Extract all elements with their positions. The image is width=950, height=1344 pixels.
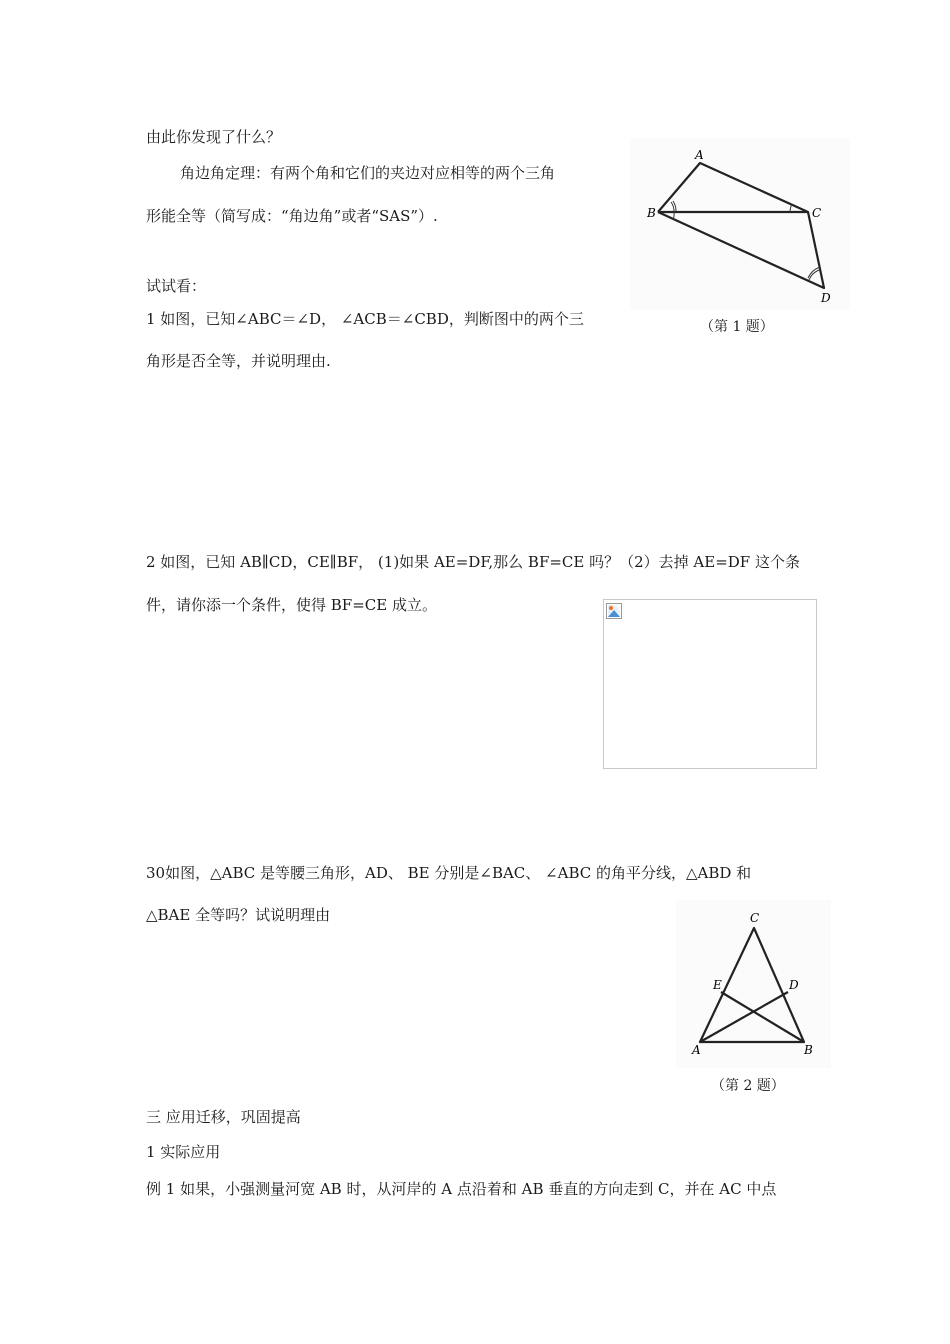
line-6: 角形是否全等，并说明理由. xyxy=(146,352,331,370)
broken-image-icon xyxy=(606,603,622,619)
figure-2-label-e: E xyxy=(713,978,722,992)
figure-1-caption: （第 1 题） xyxy=(700,319,774,335)
line-9: 30如图，△ABC 是等腰三角形，AD、 BE 分别是∠BAC、 ∠ABC 的角平分线，△ABD 和 xyxy=(146,864,752,882)
line-2: 角边角定理：有两个角和它们的夹边对应相等的两个三角 xyxy=(180,164,556,182)
figure-2-label-c: C xyxy=(750,911,760,925)
figure-2-label-d: D xyxy=(789,978,799,992)
figure-1-label-a: A xyxy=(695,148,704,162)
line-4: 试试看： xyxy=(146,277,207,295)
line-8: 件，请你添一个条件，使得 BF=CE 成立。 xyxy=(146,596,437,614)
figure-2-diagram xyxy=(676,900,831,1068)
broken-image-placeholder xyxy=(603,599,817,769)
line-1: 由此你发现了什么？ xyxy=(146,128,282,146)
figure-1-label-d: D xyxy=(821,291,831,305)
figure-2-caption: （第 2 题） xyxy=(711,1078,785,1094)
figure-1-diagram xyxy=(630,138,850,310)
line-3: 形能全等（简写成：“角边角”或者“SAS”）. xyxy=(146,207,438,225)
figure-1-label-c: C xyxy=(812,206,822,220)
line-11: 三 应用迁移，巩固提高 xyxy=(146,1108,301,1126)
line-13: 例 1 如果，小强测量河宽 AB 时，从河岸的 A 点沿着和 AB 垂直的方向走到 C，并在 AC 中点 xyxy=(146,1180,777,1198)
line-5: 1 如图，已知∠ABC＝∠D， ∠ACB＝∠CBD，判断图中的两个三 xyxy=(146,310,584,328)
line-7: 2 如图，已知 AB∥CD，CE∥BF， (1)如果 AE=DF,那么 BF=CE 吗？（2）去掉 AE=DF 这个条 xyxy=(146,553,800,571)
line-10: △BAE 全等吗？试说明理由 xyxy=(146,906,331,924)
figure-2-label-b: B xyxy=(804,1043,813,1057)
line-12: 1 实际应用 xyxy=(146,1143,221,1161)
figure-1-label-b: B xyxy=(647,206,656,220)
figure-2-label-a: A xyxy=(692,1043,701,1057)
